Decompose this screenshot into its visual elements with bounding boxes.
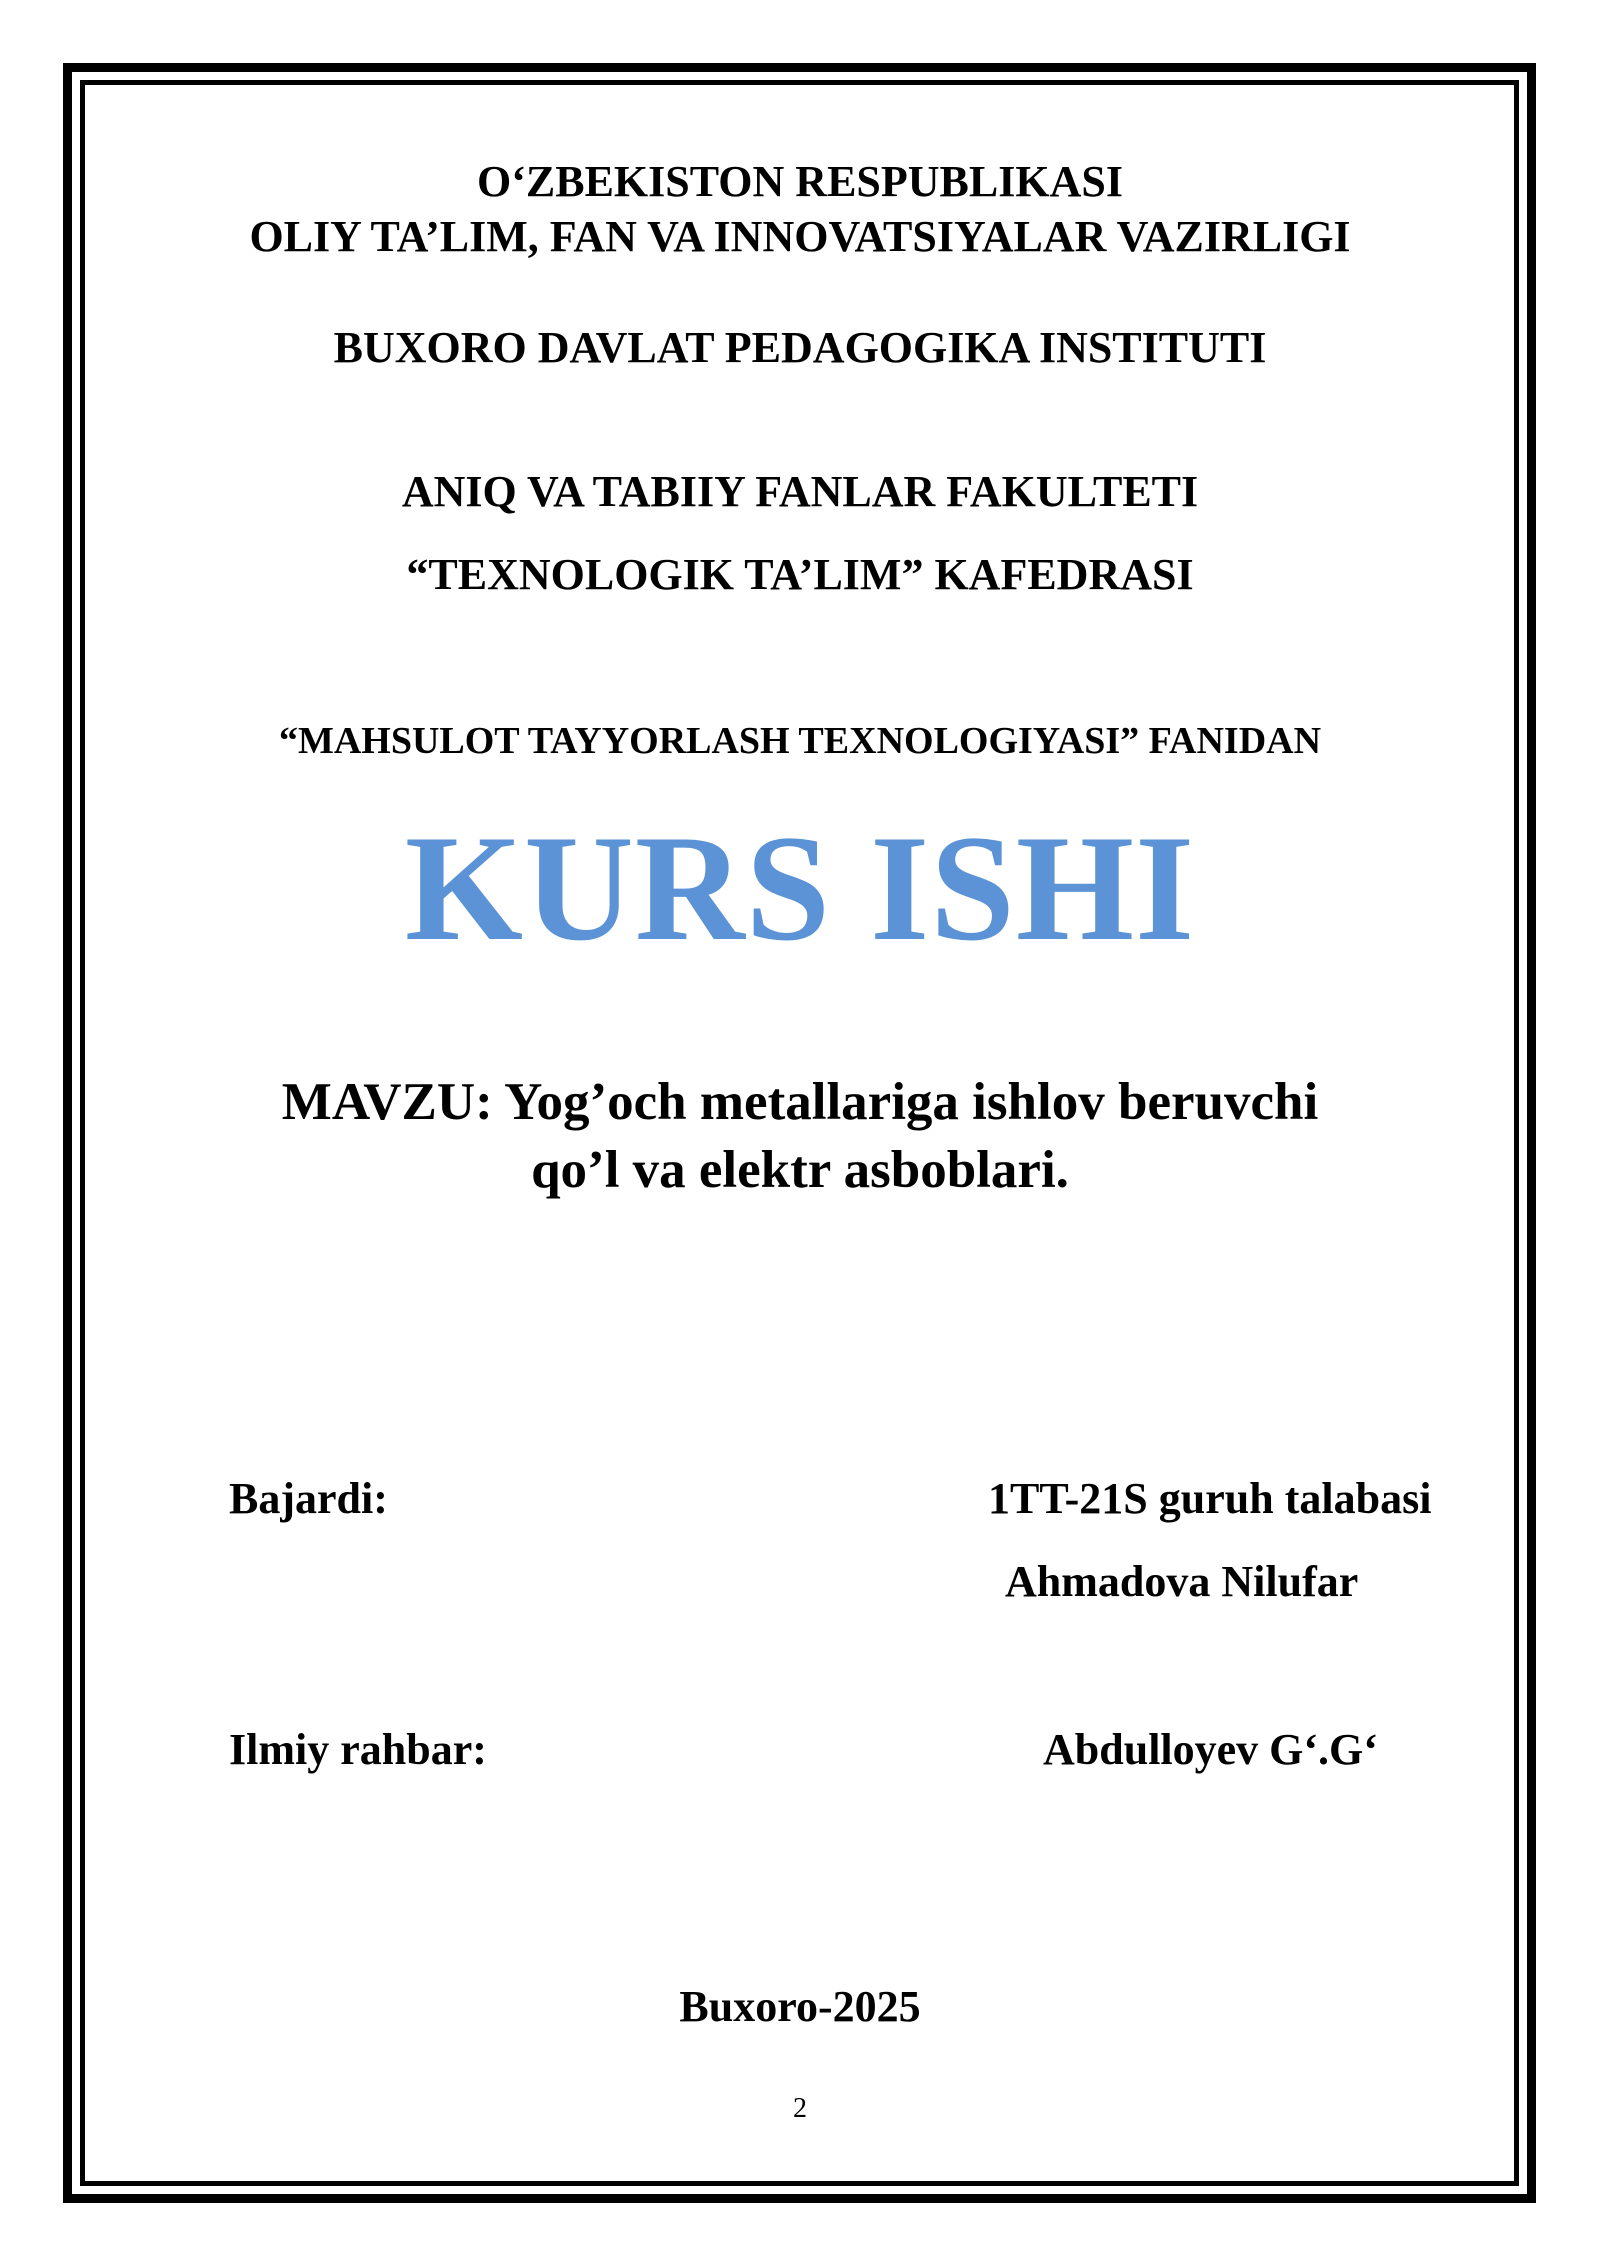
topic-line-2: qo’l va elektr asboblari. bbox=[531, 1141, 1069, 1199]
institute-name: BUXORO DAVLAT PEDAGOGIKA INSTITUTI bbox=[333, 323, 1267, 372]
ministry-line-1: O‘ZBEKISTON RESPUBLIKASI bbox=[477, 157, 1123, 206]
advisor-name: Abdulloyev G‘.G‘ bbox=[1043, 1725, 1378, 1774]
document-title: KURS ISHI bbox=[404, 804, 1196, 972]
page-border-inner bbox=[80, 80, 1519, 2186]
ministry-line-2: OLIY TA’LIM, FAN VA INNOVATSIYALAR VAZIRLIGI bbox=[249, 212, 1351, 261]
performer-name: Ahmadova Nilufar bbox=[1005, 1557, 1359, 1606]
advisor-label: Ilmiy rahbar: bbox=[229, 1725, 487, 1774]
city-year: Buxoro-2025 bbox=[679, 1982, 921, 2031]
faculty-name: ANIQ VA TABIIY FANLAR FAKULTETI bbox=[401, 467, 1199, 516]
performer-group: 1TT-21S guruh talabasi bbox=[988, 1474, 1432, 1523]
department-name: “TEXNOLOGIK TA’LIM” KAFEDRASI bbox=[406, 550, 1194, 599]
topic-line-1: MAVZU: Yog’och metallariga ishlov beruvchi bbox=[281, 1073, 1319, 1131]
subject-line: “MAHSULOT TAYYORLASH TEXNOLOGIYASI” FANIDAN bbox=[278, 720, 1322, 762]
performer-label: Bajardi: bbox=[229, 1474, 388, 1523]
page-number: 2 bbox=[793, 2093, 807, 2124]
